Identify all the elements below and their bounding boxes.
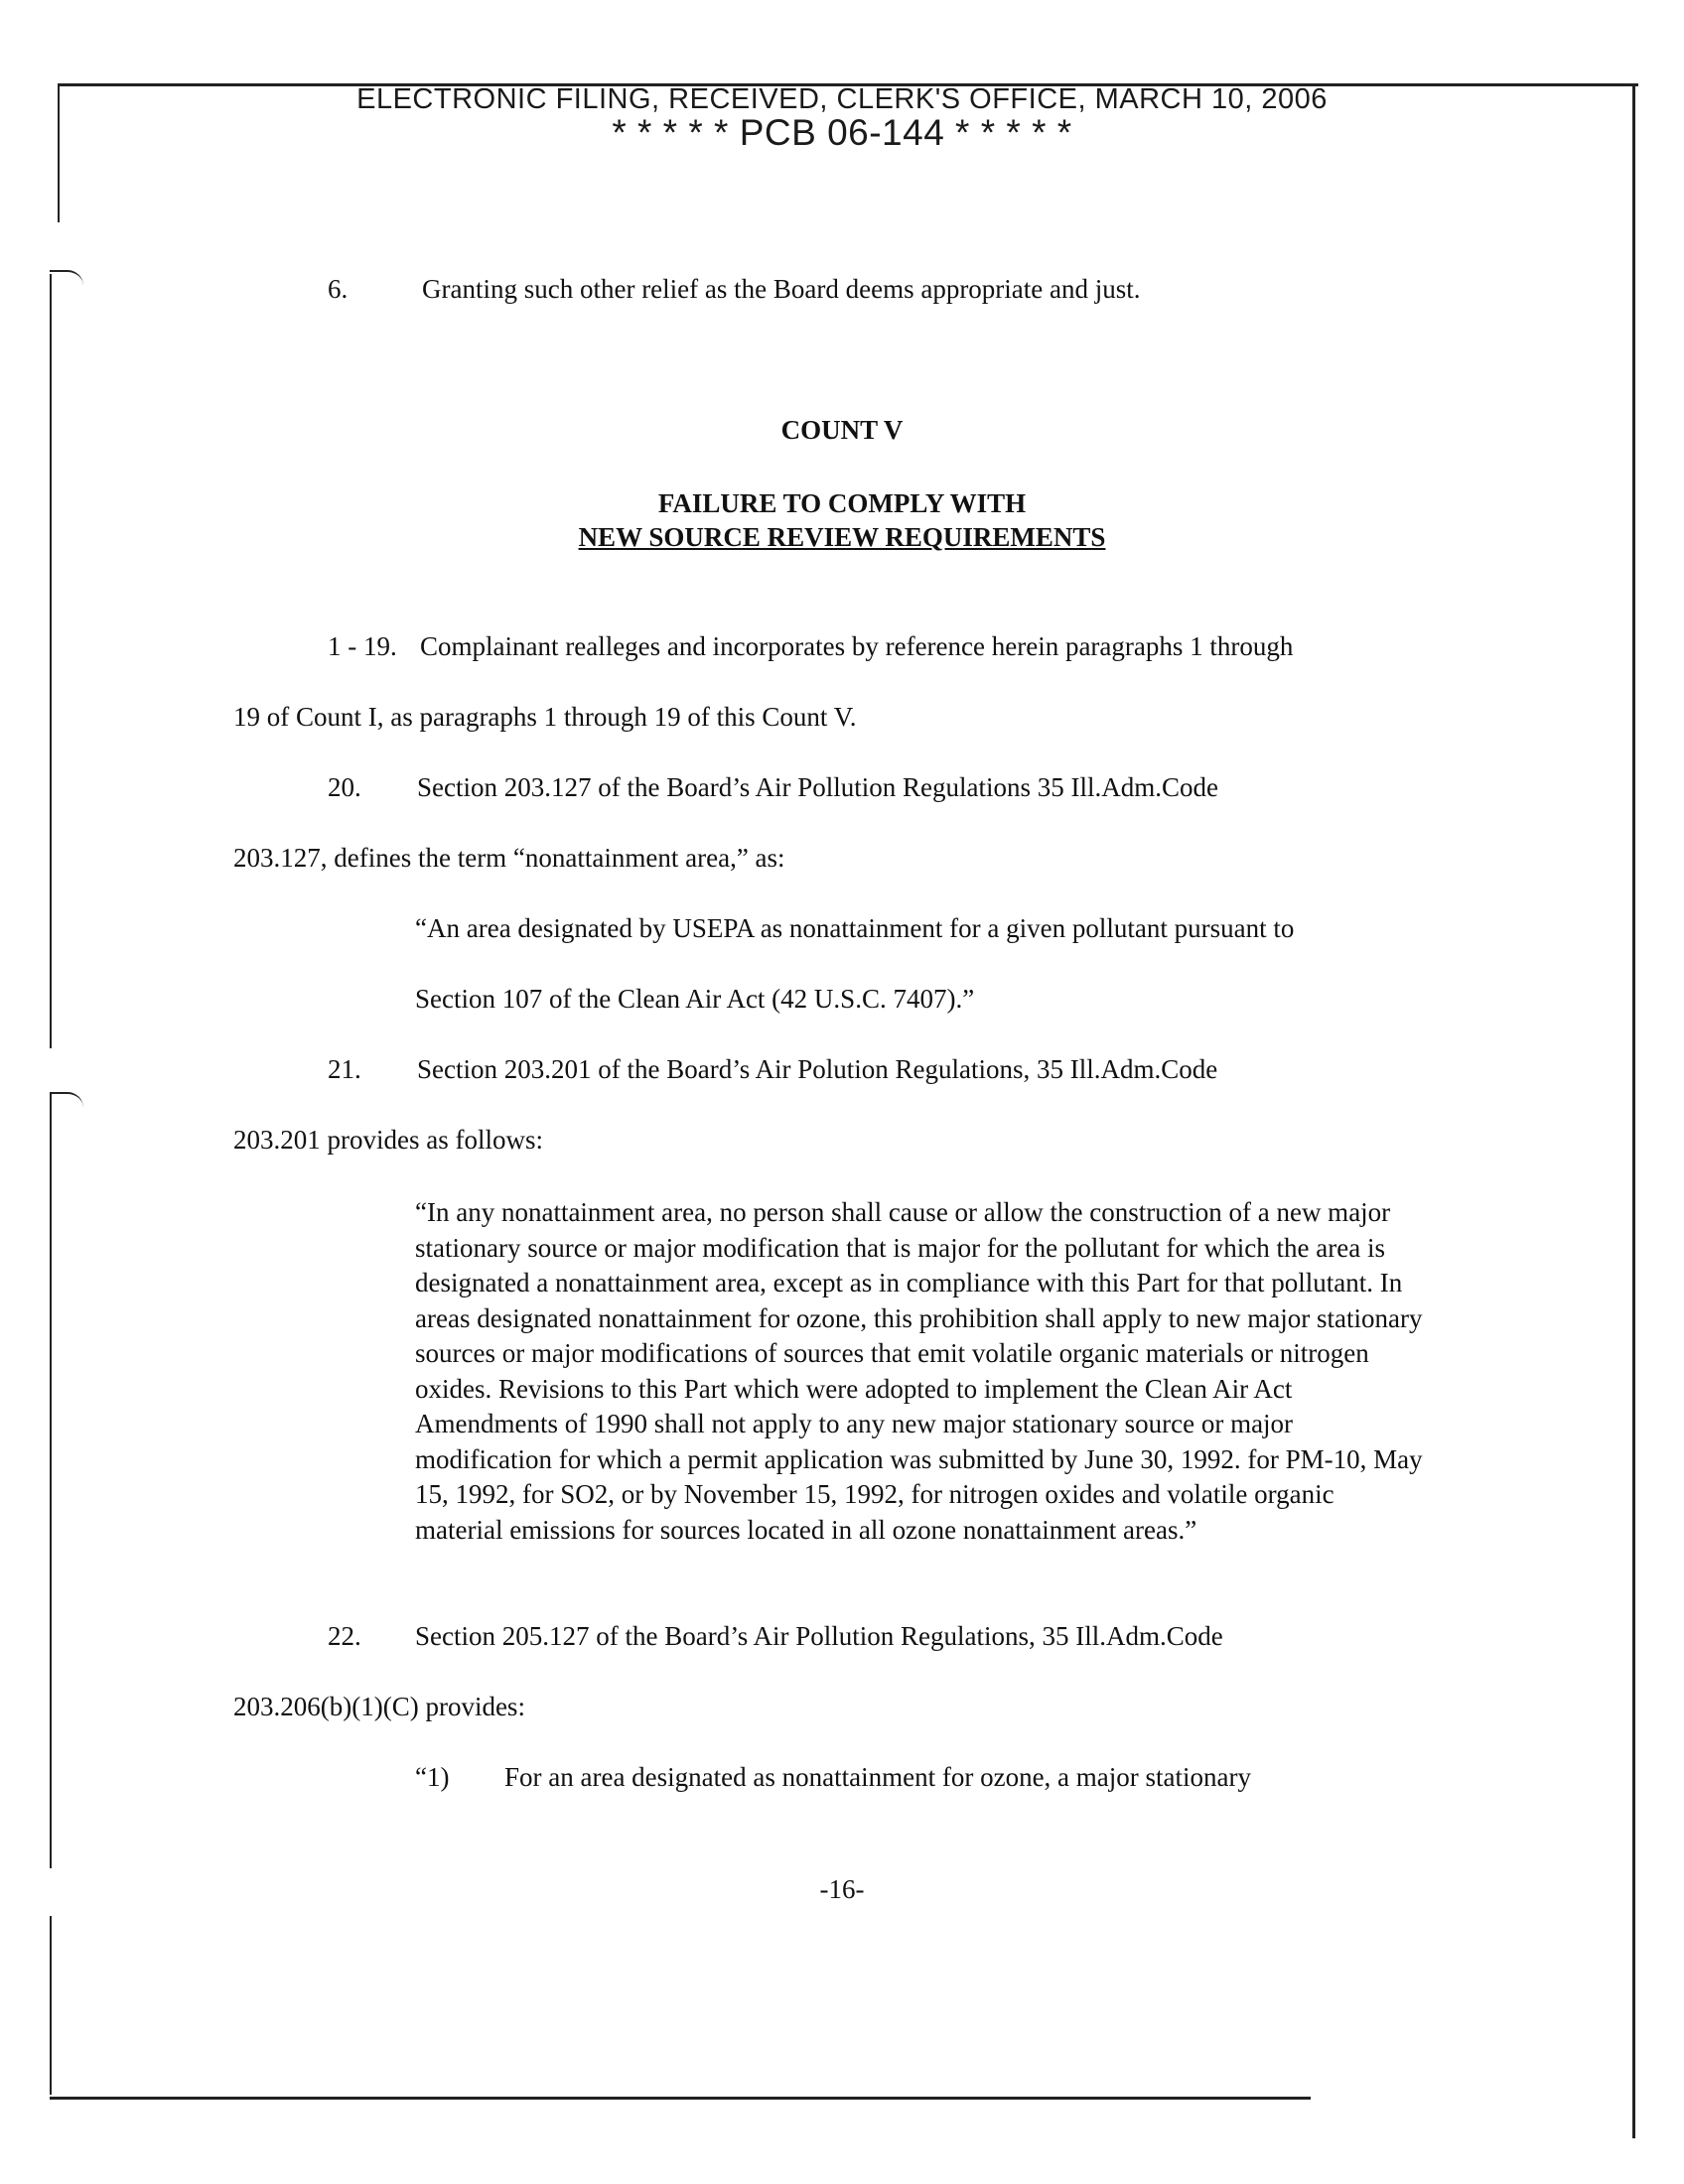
- paragraph-number: 22.: [328, 1621, 361, 1651]
- subparagraph-text: For an area designated as nonattainment for ozone, a major stationary: [504, 1762, 1251, 1792]
- subparagraph-number: “1): [415, 1762, 450, 1792]
- quoted-definition: Section 107 of the Clean Air Act (42 U.S.C. 7407).”: [415, 984, 975, 1014]
- frame-left-line: [50, 274, 52, 1048]
- page-number: -16-: [819, 1874, 865, 1904]
- count-heading-line1: FAILURE TO COMPLY WITH: [657, 488, 1027, 518]
- frame-right-line: [1632, 83, 1635, 2138]
- filing-stamp-line: ELECTRONIC FILING, RECEIVED, CLERK'S OFFICE, MARCH 10, 2006: [356, 83, 1328, 115]
- paragraph-number: 20.: [328, 772, 361, 802]
- paragraph-number: 21.: [328, 1054, 361, 1084]
- frame-bottom-line: [50, 2097, 1311, 2100]
- binder-hook-mark: [50, 270, 83, 286]
- relief-item-text: Granting such other relief as the Board deems appropriate and just.: [422, 274, 1141, 304]
- relief-item-number: 6.: [328, 274, 349, 304]
- paragraph-text: 203.127, defines the term “nonattainment area,” as:: [233, 843, 785, 873]
- paragraph-text: Section 203.201 of the Board’s Air Polution Regulations, 35 Ill.Adm.Code: [417, 1054, 1218, 1084]
- count-heading-line2: [0, 520, 1684, 554]
- paragraph-text: Section 205.127 of the Board’s Air Pollution Regulations, 35 Ill.Adm.Code: [415, 1621, 1223, 1651]
- frame-left-line: [50, 1916, 52, 2095]
- paragraph-text: 203.206(b)(1)(C) provides:: [233, 1692, 525, 1721]
- quoted-regulation-block: “In any nonattainment area, no person shall cause or allow the construction of a new major stationary source or major modification that is major for the pollutant for which the area is designated a nonattainment area, except as in compliance with this Part for that pollutant. In areas designated nonattainment for ozone, this prohibition shall apply to new major stationary sources or major modifications of sources that emit volatile organic materials or nitrogen oxides. Revisions to this Part which were adopted to implement the Clean Air Act Amendments of 1990 shall not apply to any new major stationary source or major modification for which a permit application was submitted by June 30, 1992. for PM-10, May 15, 1992, for SO2, or by November 15, 1992, for nitrogen oxides and volatile organic material emissions for sources located in all ozone nonattainment areas.”: [415, 1197, 1423, 1545]
- paragraph-number: 1 - 19.: [328, 631, 397, 661]
- case-number-stamp: * * * * * PCB 06-144 * * * * *: [612, 112, 1072, 153]
- paragraph-text: Complainant realleges and incorporates by reference herein paragraphs 1 through: [420, 631, 1294, 661]
- quoted-definition: “An area designated by USEPA as nonattainment for a given pollutant pursuant to: [415, 913, 1295, 943]
- count-heading-underlined: NEW SOURCE REVIEW REQUIREMENTS: [578, 522, 1106, 552]
- paragraph-text: 203.201 provides as follows:: [233, 1125, 543, 1155]
- binder-hook-mark: [50, 1092, 83, 1108]
- count-title: COUNT V: [780, 415, 904, 445]
- paragraph-text: 19 of Count I, as paragraphs 1 through 19 of this Count V.: [233, 702, 857, 732]
- frame-left-line: [50, 1094, 52, 1868]
- paragraph-text: Section 203.127 of the Board’s Air Pollution Regulations 35 Ill.Adm.Code: [417, 772, 1218, 802]
